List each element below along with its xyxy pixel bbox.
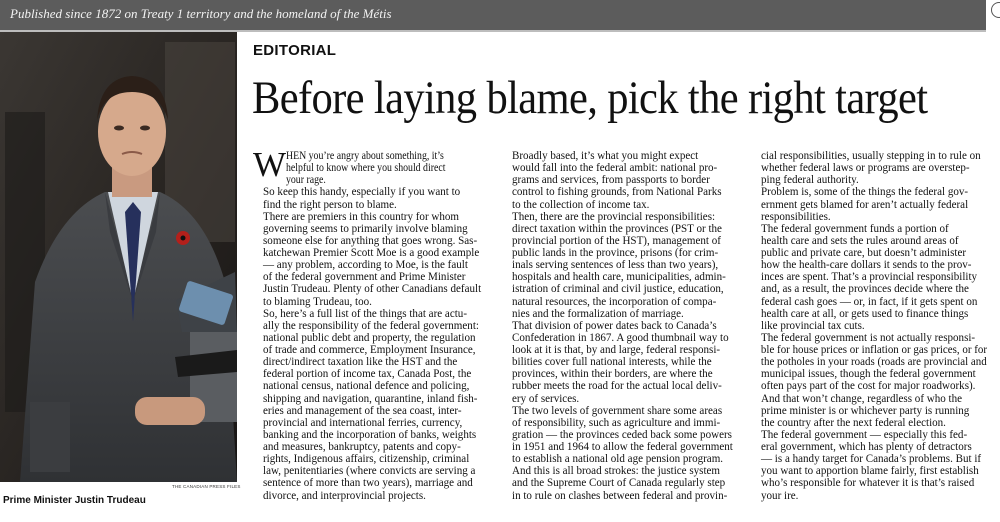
- paragraph: [751, 332, 987, 393]
- text-line: of the federal government and Prime Minister: [263, 271, 466, 284]
- text-line: There are premiers in this country for whom: [263, 210, 460, 223]
- text-line: and, as a result, the provinces decide where the: [761, 283, 969, 296]
- text-line: natural resources, the incorporation of compa-: [512, 295, 717, 308]
- section-kicker: EDITORIAL: [253, 42, 337, 59]
- text-line: Confederation in 1867. A good thumbnail way to: [512, 331, 729, 344]
- text-line: someone else for anything that goes wrong. Sas-: [263, 234, 478, 247]
- text-line: federal portion of income tax, Canada Post, the: [263, 368, 472, 381]
- paragraph: [751, 393, 987, 429]
- text-line: the country after the next federal election.: [761, 416, 946, 429]
- text-line: ally the responsibility of the federal government:: [263, 319, 479, 332]
- text-line: cial responsibilities, usually stepping in to rule on: [761, 150, 981, 162]
- text-line: provinces, within their borders, are where the: [512, 368, 713, 381]
- text-line: shipping and navigation, quarantine, inland fish-: [263, 392, 478, 405]
- article-column-2: [502, 150, 738, 502]
- text-line: So keep this handy, especially if you want to: [263, 186, 461, 199]
- text-line: The two levels of government share some areas: [512, 404, 723, 417]
- text-line: eries and management of the sea coast, inter-: [263, 404, 462, 417]
- text-line: ping federal authority.: [761, 174, 859, 187]
- headline: Before laying blame, pick the right target: [252, 72, 928, 124]
- text-line: you want to apportion blame fairly, first establish: [761, 465, 979, 478]
- text-line: public lands in the province, prisons (for crim-: [512, 247, 719, 259]
- text-line: rubber meets the road for the actual local deliv-: [512, 380, 722, 393]
- text-line: municipal issues, though the federal government: [761, 368, 976, 381]
- paragraph: [751, 223, 987, 332]
- text-line: your rage.: [285, 174, 326, 187]
- text-line: would fall into the federal ambit: national pro-: [512, 162, 718, 175]
- text-line: rights, Indigenous affairs, citizenship, criminal: [263, 453, 470, 466]
- text-line: Problem is, some of the things the federal gov-: [761, 186, 969, 199]
- text-line: Broadly based, it’s what you might expect: [512, 150, 699, 162]
- text-line: ery of services.: [512, 392, 580, 405]
- photo-prime-minister: [0, 32, 237, 482]
- text-line: federal cash goes — or, in fact, if it gets spent on: [761, 295, 978, 308]
- text-line: and the Supreme Court of Canada regularly step: [512, 477, 726, 490]
- text-line: That division of power dates back to Canada’s: [512, 319, 717, 332]
- text-line: national census, national defence and policing,: [263, 380, 470, 393]
- text-line: who’s responsible for whatever it is that’s raised: [761, 477, 975, 490]
- paragraph: [751, 429, 987, 502]
- masthead-banner: [0, 0, 986, 32]
- text-line: often pays part of the cost for major roadworks).: [761, 380, 976, 393]
- text-line: the potholes in your roads (roads are provincial and: [760, 356, 987, 369]
- text-line: The federal government — especially this fed-: [761, 428, 968, 441]
- text-line: health care at all, or gets used to finance things: [761, 307, 969, 320]
- text-line: how the health-care dollars it sends to the prov-: [761, 259, 972, 272]
- text-line: in 1951 and 1964 to allow the federal government: [512, 441, 733, 453]
- text-line: So, here’s a full list of the things that are actu-: [263, 307, 468, 320]
- text-line: health care and sets the rules around areas of: [761, 234, 959, 247]
- text-line: direct taxation within the provinces (PST or the: [512, 222, 722, 235]
- text-line: Justin Trudeau. Plenty of other Canadians default: [263, 283, 482, 296]
- text-line: hospitals and health care, municipalities, admin-: [512, 271, 726, 284]
- text-line: inals serving sentences of less than two years),: [512, 259, 719, 272]
- text-line: eral government, which has plenty of detractors: [761, 441, 972, 453]
- text-line: to establish a national old age pension program.: [512, 453, 724, 466]
- paragraph: [253, 308, 489, 502]
- text-line: to blaming Trudeau, too.: [263, 295, 372, 308]
- text-line: istration of criminal and civil justice, education,: [512, 283, 724, 296]
- text-line: prime minister is or whichever party is running: [761, 404, 970, 417]
- text-line: in to rule on clashes between federal and provin-: [512, 489, 728, 502]
- text-line: ernment gets blamed for aren’t actually federal: [761, 198, 969, 211]
- text-line: of responsibility, such as agriculture and immi-: [512, 416, 721, 429]
- text-line: gration — the provinces ceded back some powers: [512, 428, 732, 441]
- text-line: public and private care, but doesn’t administer: [761, 247, 967, 259]
- text-line: governing seems to primarily involve blaming: [263, 222, 468, 235]
- text-line: banking and the incorporation of banks, weights: [263, 428, 477, 441]
- text-line: The federal government funds a portion of: [761, 222, 949, 235]
- article-column-1: [253, 145, 489, 502]
- paragraph: [502, 320, 738, 405]
- text-line: And that won’t change, regardless of who the: [761, 392, 963, 405]
- text-line: of trade and commerce, Employment Insurance,: [263, 344, 476, 356]
- text-line: and measures, bankruptcy, patents and copy-: [263, 441, 461, 453]
- paragraph: [502, 150, 738, 211]
- drop-cap: W: [253, 145, 287, 184]
- text-line: — any problem, according to Moe, is the fault: [263, 259, 468, 272]
- text-line: inces are spent. That’s a provincial responsibility: [761, 271, 978, 284]
- photo-credit: THE CANADIAN PRESS FILES: [172, 484, 241, 489]
- paragraph: [751, 150, 987, 186]
- text-line: HEN you’re angry about something, it’s: [285, 150, 444, 162]
- text-line: divorce, and interprovincial projects.: [263, 489, 426, 502]
- text-line: And this is all broad strokes: the justice system: [512, 465, 721, 478]
- text-line: The federal government is not actually responsi-: [761, 331, 976, 344]
- text-line: provincial and international ferries, currency,: [263, 416, 463, 429]
- text-line: look at it is that, by and large, federal responsi-: [512, 344, 721, 356]
- text-line: find the right person to blame.: [263, 198, 397, 211]
- article-column-3: [751, 150, 987, 502]
- photo-illustration: [0, 32, 237, 482]
- text-line: ble for house prices or inflation or gas prices, or for: [760, 344, 988, 356]
- corner-circle-icon: [991, 2, 1000, 18]
- text-line: law, penitentiaries (where convicts are serving a: [263, 465, 476, 478]
- text-line: Then, there are the provincial responsibilities:: [512, 210, 716, 223]
- text-line: bilities cover full national interests, while the: [512, 356, 712, 369]
- text-line: nies and the formalization of marriage.: [512, 307, 684, 320]
- text-line: direct/indirect taxation like the HST and the: [263, 356, 458, 369]
- paragraph: [253, 211, 489, 308]
- text-line: whether federal laws or programs are overstep-: [761, 162, 970, 175]
- paragraph: [502, 405, 738, 502]
- paragraph: [253, 145, 489, 187]
- text-line: your ire.: [761, 489, 799, 502]
- paragraph: [502, 211, 738, 320]
- banner-tagline: Published since 1872 on Treaty 1 territory and the homeland of the Métis: [10, 6, 392, 21]
- text-line: responsibilities.: [761, 210, 831, 223]
- text-line: helpful to know where you should direct: [285, 162, 446, 175]
- paragraph: [751, 186, 987, 222]
- text-line: katchewan Premier Scott Moe is a good example: [263, 247, 480, 259]
- photo-caption: Prime Minister Justin Trudeau: [3, 495, 146, 506]
- text-line: — is a handy target for Canada’s problems. But if: [761, 453, 982, 466]
- text-line: control to fishing grounds, from National Parks: [512, 186, 722, 199]
- text-line: to the collection of income tax.: [512, 198, 650, 211]
- text-line: like provincial tax cuts.: [761, 319, 865, 332]
- text-line: grams and services, from passports to border: [512, 174, 710, 187]
- text-line: provincial portion of the HST), management of: [512, 234, 721, 247]
- text-line: sentence of more than two years), marriage and: [263, 477, 473, 490]
- paragraph: [253, 186, 489, 210]
- text-line: national public debt and property, the regulation: [263, 331, 476, 344]
